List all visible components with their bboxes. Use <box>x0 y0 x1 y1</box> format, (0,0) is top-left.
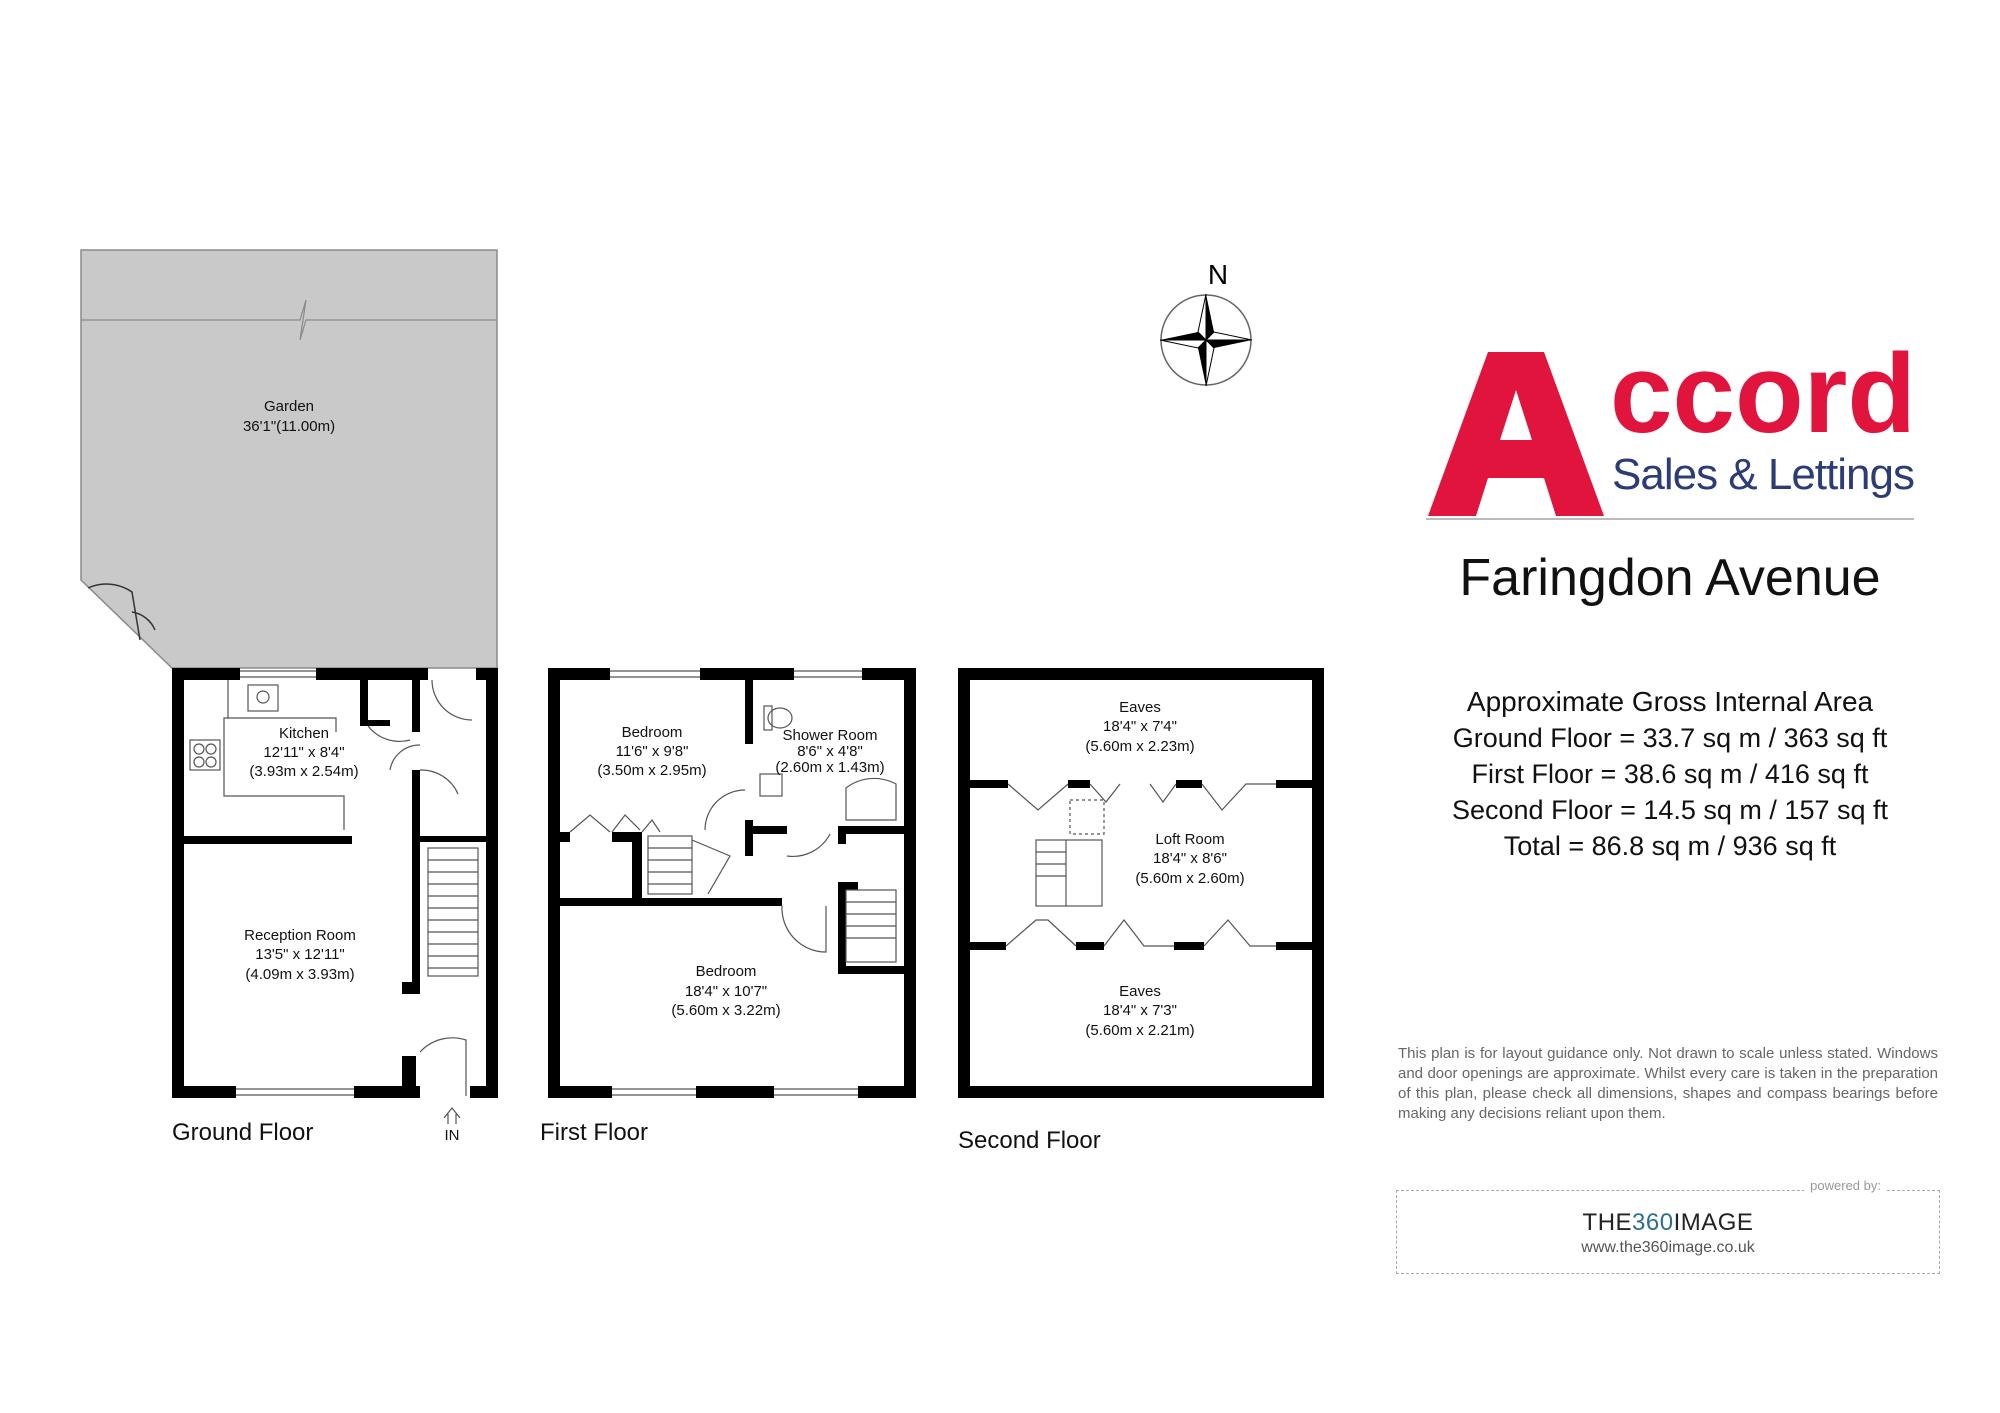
area-ground: Ground Floor = 33.7 sq m / 363 sq ft <box>1452 723 1888 753</box>
powered-by-label: powered by: <box>1804 1178 1887 1193</box>
shower-room-metric: (2.60m x 1.43m) <box>775 759 885 776</box>
eaves-bottom-name: Eaves <box>1119 983 1161 1000</box>
entrance-label: IN <box>444 1127 460 1144</box>
garden-name: Garden <box>263 398 315 415</box>
ground-floor-plan <box>172 668 498 1098</box>
area-total: Total = 86.8 sq m / 936 sq ft <box>1503 831 1837 861</box>
ground-floor-label: Ground Floor <box>172 1119 314 1146</box>
reception-metric: (4.09m x 3.93m) <box>245 966 355 983</box>
garden-area <box>81 250 497 668</box>
master-bedroom-name: Bedroom <box>695 963 757 980</box>
kitchen-imperial: 12'11" x 8'4" <box>263 744 345 761</box>
area-heading: Approximate Gross Internal Area <box>1466 686 1874 717</box>
eaves-top-metric: (5.60m x 2.23m) <box>1085 738 1195 755</box>
master-bedroom-metric: (5.60m x 3.22m) <box>671 1002 781 1019</box>
shower-room-name: Shower Room <box>782 727 878 744</box>
the360image-brand <box>1397 1209 1939 1237</box>
loft-room-imperial: 18'4" x 8'6" <box>1153 850 1227 867</box>
kitchen-metric: (3.93m x 2.54m) <box>249 763 359 780</box>
area-first: First Floor = 38.6 sq m / 416 sq ft <box>1471 759 1869 789</box>
area-summary <box>1400 684 1940 864</box>
brand-suffix: IMAGE <box>1673 1209 1754 1236</box>
reception-name: Reception Room <box>244 927 356 944</box>
logo-subtitle: Sales & Lettings <box>1612 450 1914 499</box>
powered-by-box <box>1396 1178 1940 1274</box>
property-title: Faringdon Avenue <box>1459 549 1881 607</box>
svg-text:ccord: ccord <box>1610 331 1916 456</box>
brand-prefix: THE <box>1582 1209 1633 1236</box>
reception-imperial: 13'5" x 12'11" <box>255 946 345 963</box>
eaves-bottom-imperial: 18'4" x 7'3" <box>1103 1002 1177 1019</box>
eaves-top-name: Eaves <box>1119 699 1161 716</box>
compass-north-label: N <box>1207 259 1229 290</box>
disclaimer-text: This plan is for layout guidance only. Not drawn to scale unless stated. Windows and door openings are approximate. Whilst every care is taken in the preparation of this plan, please check all dimensions, shapes and compass bearings before making any decisions reliant upon them. <box>1398 1045 1938 1122</box>
garden-dimension: 36'1"(11.00m) <box>242 418 336 435</box>
compass-rose-icon <box>1160 294 1252 386</box>
brand-360: 360 <box>1632 1209 1674 1236</box>
brand-url[interactable]: www.the360image.co.uk <box>1581 1239 1755 1256</box>
second-floor-label: Second Floor <box>958 1127 1101 1154</box>
kitchen-name: Kitchen <box>278 725 330 742</box>
loft-room-metric: (5.60m x 2.60m) <box>1135 870 1245 887</box>
eaves-bottom-metric: (5.60m x 2.21m) <box>1085 1022 1195 1039</box>
shower-room-imperial: 8'6" x 4'8" <box>797 743 863 760</box>
loft-room-name: Loft Room <box>1155 831 1225 848</box>
logo-divider <box>1426 518 1914 520</box>
master-bedroom-imperial: 18'4" x 10'7" <box>684 983 768 1000</box>
first-floor-label: First Floor <box>540 1119 648 1146</box>
first-bedroom-imperial: 11'6" x 9'8" <box>615 743 689 760</box>
first-bedroom-metric: (3.50m x 2.95m) <box>597 762 707 779</box>
eaves-top-imperial: 18'4" x 7'4" <box>1103 718 1177 735</box>
first-bedroom-name: Bedroom <box>621 724 683 741</box>
area-second: Second Floor = 14.5 sq m / 157 sq ft <box>1452 795 1888 825</box>
